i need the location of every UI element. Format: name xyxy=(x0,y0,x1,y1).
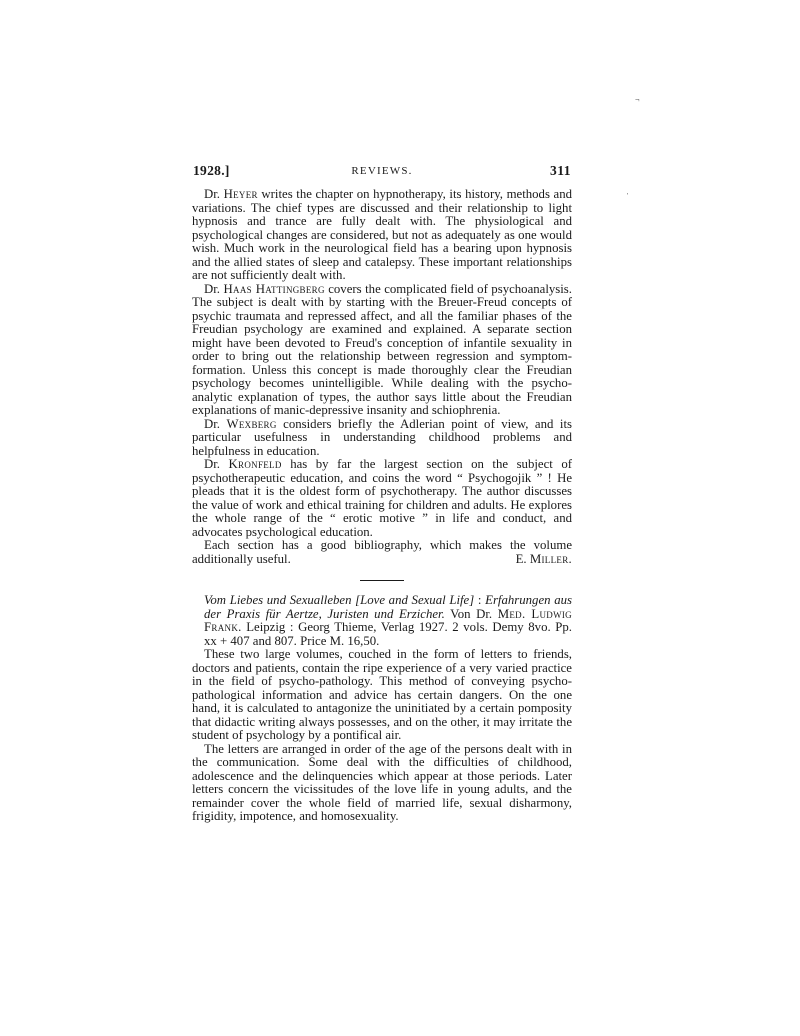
section-divider xyxy=(360,580,404,581)
running-header xyxy=(193,163,571,179)
paragraph-lead: Dr. xyxy=(204,416,227,431)
book-title-translation: [Love and Sexual Life] xyxy=(355,593,475,607)
paragraph-text: has by far the largest section on the subject of psychotherapeutic education, and coins the word “ Psychogojik ” ! He pleads that it is the oldest form of psychotherapy. The author discusses the value of work and ethical training for children and adults. He explores the whole range of the “ erotic motive ” in life and conduct, and advocates psychological education. xyxy=(192,457,572,539)
paragraph-text: covers the complicated field of psychoanalysis. The subject is dealt with by starting with the Breuer-Freud concepts of psychic traumata and repressed affect, and all the familiar phases of the Freudian psychology are examined and explained. A separate section might have been devoted to Freud's conception of infantile sexuality in order to bring out the relationship between regression and symptom-formation. Unless this concept is made thoroughly clear the Freudian psychology becomes unintelligible. While dealing with the psycho-analytic explanation of types, the author says little about the Freudian explanations of manic-depressive insanity and schiophrenia. xyxy=(192,281,572,417)
review1-paragraph-kronfeld xyxy=(192,458,572,539)
author-name-kronfeld: Kronfeld xyxy=(228,457,282,471)
page-body xyxy=(192,188,572,824)
running-head: REVIEWS. xyxy=(351,165,413,177)
page-year: 1928.] xyxy=(193,163,230,178)
book-publication: Leipzig : Georg Thieme, Verlag 1927. 2 vols. Demy 8vo. Pp. xx + 407 and 807. Price M. 16,50. xyxy=(204,620,572,648)
book-title: Vom Liebes und Sexualleben xyxy=(204,593,352,607)
paragraph-lead: Dr. xyxy=(204,281,224,296)
review1-paragraph-wexberg xyxy=(192,418,572,459)
book-subtitle: Erfahrungen aus der Praxis für Aertze, Juristen und Erzicher. xyxy=(204,593,572,621)
review2-paragraph-1: These two large volumes, couched in the form of letters to friends, doctors and patients, contain the ripe experience of a very varied practice in the field of psycho-pathology. This method of conveying psycho-pathological information and advice has certain dangers. On the one hand, it is calculated to antagonize the uninitiated by a certain pomposity that didactic writing always possesses, and on the other, it may irritate the student of psychology by a pontifical air. xyxy=(192,647,572,742)
author-name-hattingberg: Haas Hattingberg xyxy=(223,281,325,296)
author-name-heyer: Heyer xyxy=(223,187,258,201)
review1-paragraph-closing xyxy=(192,539,572,566)
paragraph-text: considers briefly the Adlerian point of view, and its particular usefulness in understanding childhood problems and helpfulness in education. xyxy=(192,416,572,458)
author-name-wexberg: Wexberg xyxy=(226,416,277,431)
page-number: 311 xyxy=(549,163,571,178)
paragraph-text: Each section has a good bibliography, which makes the volume additionally useful. xyxy=(192,538,572,566)
review1-paragraph-heyer xyxy=(192,188,572,283)
reviewer-signature xyxy=(504,553,572,567)
paragraph-lead: Dr. xyxy=(204,457,229,471)
paragraph-lead: Dr. xyxy=(204,187,224,201)
margin-mark-top-right: ¬ xyxy=(635,95,640,104)
book-author: Med. Ludwig Frank. xyxy=(204,606,572,634)
book-citation xyxy=(192,594,572,648)
citation-by: Von Dr. xyxy=(444,606,498,621)
reviewer-initial: E. xyxy=(515,551,530,566)
citation-colon: : xyxy=(474,593,486,607)
review1-paragraph-hattingberg xyxy=(192,283,572,418)
review2-paragraph-2: The letters are arranged in order of the age of the persons dealt with in the communication. Some deal with the difficulties of childhood, adolescence and the delinquencies which appear at those periods. Later letters concern the vicissitudes of the love life in young adults, and the remainder cover the whole field of married life, sexual disharmony, frigidity, impotence, and homosexuality. xyxy=(192,741,572,823)
paragraph-text: writes the chapter on hypnotherapy, its history, methods and variations. The chief types are discussed and their relationship to light hypnosis and trance are fully dealt with. The physiological and psychological changes are considered, but not as adequately as one would wish. Much work in the neurological field has a bearing upon hypnosis and the allied states of sleep and catalepsy. These important relationships are not sufficiently dealt with. xyxy=(192,187,572,282)
reviewer-name: Miller. xyxy=(529,551,572,566)
margin-mark-right-edge: ' xyxy=(627,192,629,200)
